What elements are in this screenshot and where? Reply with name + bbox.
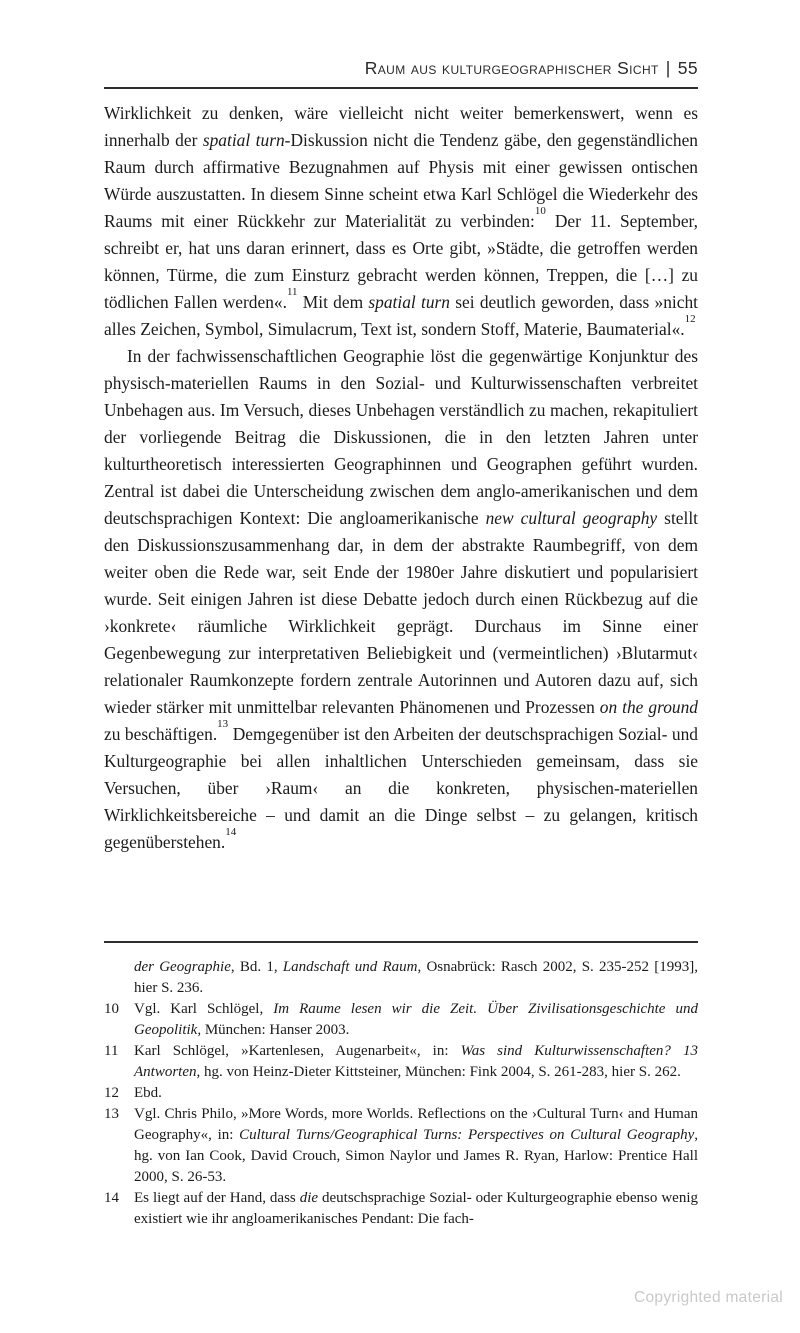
footnote-list <box>104 957 698 1230</box>
text-run: Ebd. <box>134 1085 162 1101</box>
footnotes-section <box>104 957 698 1230</box>
footnote-number: 13 <box>104 1106 119 1122</box>
running-header <box>104 58 698 79</box>
text-run: zu beschäftigen. <box>104 724 218 744</box>
body-text <box>104 100 698 856</box>
footnote-item <box>104 1083 698 1104</box>
italic-text: new cultural geography <box>485 508 658 528</box>
footnote-number: 11 <box>104 1043 119 1059</box>
footnote-number: 14 <box>104 1190 119 1206</box>
text-run: Es liegt auf der Hand, dass <box>134 1190 300 1206</box>
text-run: Vgl. Chris Philo, »More Words, more Worlds. Reflections on the ›Cultural Turn‹ and Human Geography«, in: <box>134 1106 698 1143</box>
footnote-item <box>104 1188 698 1230</box>
footnote-separator-rule <box>104 941 698 943</box>
footnote-text <box>134 1106 698 1185</box>
footnote-number: 12 <box>104 1085 119 1101</box>
text-run: sei deutlich geworden, dass »nicht alles Zeichen, Symbol, Simulacrum, Text ist, sondern Stoff, Materie, Baumaterial«. <box>104 292 698 339</box>
text-run: , hg. von Ian Cook, David Crouch, Simon Naylor und James R. Ryan, Harlow: Prentice Hall 2000, S. 26-53. <box>134 1127 698 1185</box>
footnote-text <box>134 1001 698 1038</box>
text-run: Der 11. September, schreibt er, hat uns daran erinnert, dass es Orte gibt, »Städte, die getroffen werden können, Türme, die zum Einsturz gebracht werden können, Treppen, die […] zu tödlichen Fallen werden«. <box>104 211 698 312</box>
text-run: , Osnabrück: Rasch 2002, S. 235-252 [1993], hier S. 236. <box>134 959 699 996</box>
text-run: -Diskussion nicht die Tendenz gäbe, den gegenständlichen Raum durch affirmative Bezugnahmen auf Physis mit einer gewissen ontischen Würde auszustatten. In diesem Sinne scheint etwa Karl Schlögel die Wiederkehr des Raums mit einer Rückkehr zur Materialität zu verbinden: <box>104 130 699 231</box>
footnote-item <box>104 1104 698 1188</box>
text-run: , Bd. 1, <box>230 959 283 975</box>
header-title: Raum aus kulturgeographischer Sicht <box>364 58 659 78</box>
footnote-text <box>134 1043 698 1080</box>
footnote-text <box>134 959 698 996</box>
italic-text: die <box>299 1190 319 1206</box>
body-paragraph <box>104 100 698 343</box>
copyright-watermark: Copyrighted material <box>633 1289 783 1306</box>
footnote-text <box>134 1085 162 1101</box>
text-run: Demgegenüber ist den Arbeiten der deutschsprachigen Sozial- und Kulturgeographie bei allen inhaltlichen Unterschieden gemeinsam, dass sie Versuchen, über ›Raum‹ an die konkreten, physischen-materiellen Wirklichkeitsbereiche – und damit an die Dinge selbst – zu gelangen, kritisch gegenüberstehen. <box>104 724 698 852</box>
text-run: In der fachwissenschaftlichen Geographie löst die gegenwärtige Konjunktur des physisch-materiellen Raums in den Sozial- und Kulturwissenschaften verbreitet Unbehagen aus. Im Versuch, dieses Unbehagen verständlich zu machen, rekapituliert der vorliegende Beitrag die Diskussionen, die in den letzten Jahren unter kulturtheoretisch interessierten Geographinnen und Geographen geführt wurden. Zentral ist dabei die Unterscheidung zwischen dem anglo-amerikanischen und dem deutschsprachigen Kontext: Die angloamerikanische <box>104 346 698 528</box>
text-run: stellt den Diskussionszusammenhang dar, in dem der abstrakte Raumbegriff, von dem weiter oben die Rede war, seit Ende der 1980er Jahre diskutiert und popularisiert wurde. Seit einigen Jahren ist diese Debatte jedoch durch einen Rückbezug auf die ›konkrete‹ räumliche Wirklichkeit geprägt. Durchaus im Sinne einer Gegenbewegung zur interpretativen Beliebigkeit und (vermeintlichen) ›Blutarmut‹ relationaler Raumkonzepte fordern zentrale Autorinnen und Autoren dazu auf, sich wieder stärker mit unmittelbar relevanten Phänomenen und Prozessen <box>104 508 698 717</box>
italic-text: Cultural Turns/Geographical Turns: Perspectives on Cultural Geography <box>239 1127 695 1143</box>
footnote-item <box>104 1041 698 1083</box>
header-divider: | <box>665 58 671 78</box>
header-rule <box>104 87 698 89</box>
text-run: München: Hanser 2003. <box>201 1022 350 1038</box>
footnote-item <box>104 957 698 999</box>
body-paragraph <box>104 343 698 856</box>
italic-text: on the ground <box>599 697 698 717</box>
italic-text: Was sind Kulturwissenschaften? 13 Antworten <box>134 1043 698 1080</box>
page-number: 55 <box>677 58 698 78</box>
text-run: Wirklichkeit zu denken, wäre vielleicht nicht weiter bemerkenswert, wenn es innerhalb der <box>104 103 698 150</box>
italic-text: spatial turn <box>368 292 450 312</box>
footnote-marker: 10 <box>534 205 546 218</box>
italic-text: der Geographie <box>134 959 231 975</box>
italic-text: Landschaft und Raum <box>282 959 418 975</box>
text-run: deutschsprachige Sozial- oder Kulturgeographie ebenso wenig existiert wie ihr angloamerikanisches Pendant: Die fach- <box>134 1190 698 1227</box>
text-run: Mit dem <box>297 292 369 312</box>
text-run: Vgl. Karl Schlögel, <box>134 1001 274 1017</box>
text-run: , hg. von Heinz-Dieter Kittsteiner, München: Fink 2004, S. 261-283, hier S. 262. <box>196 1064 681 1080</box>
footnote-marker: 14 <box>225 826 237 839</box>
footnote-text <box>134 1190 698 1227</box>
footnote-marker: 12 <box>684 313 696 326</box>
italic-text: spatial turn <box>202 130 285 150</box>
footnote-item <box>104 999 698 1041</box>
text-run: Karl Schlögel, »Kartenlesen, Augenarbeit«, in: <box>134 1043 461 1059</box>
footnote-marker: 13 <box>217 718 229 731</box>
footnote-marker: 11 <box>286 286 298 299</box>
italic-text: Im Raume lesen wir die Zeit. Über Zivilisationsgeschichte und Geopolitik, <box>134 1001 698 1038</box>
footnote-number: 10 <box>104 1001 119 1017</box>
